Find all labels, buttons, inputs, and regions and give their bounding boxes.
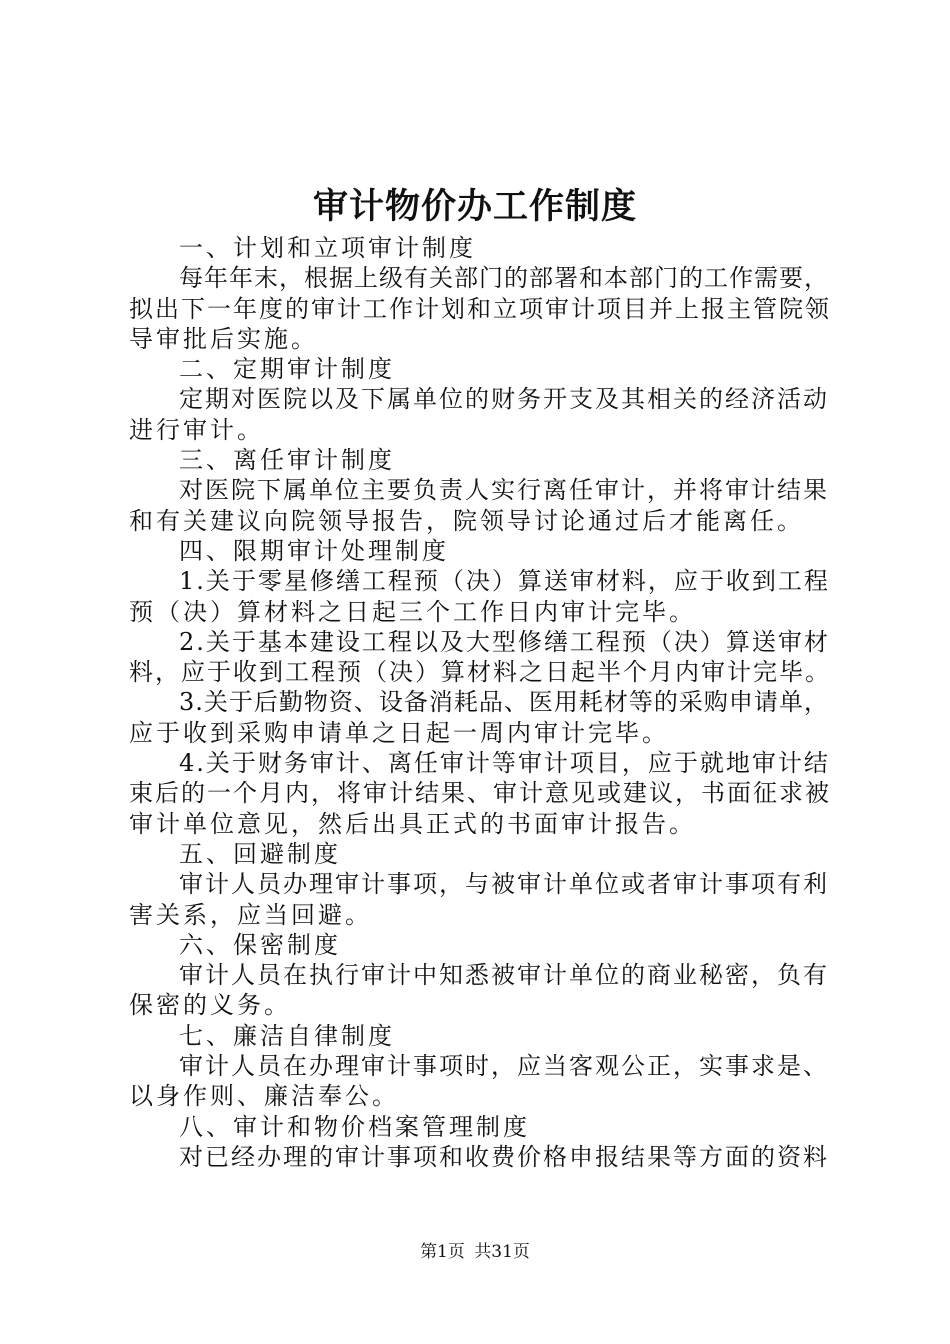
- text-line: 束后的一个月内，将审计结果、审计意见或建议，书面征求被: [129, 779, 831, 808]
- text-line: 四、限期审计处理制度: [179, 536, 449, 565]
- text-line: 八、审计和物价档案管理制度: [179, 1112, 530, 1141]
- text-line: 应于收到采购申请单之日起一周内审计完毕。: [129, 718, 669, 747]
- document-title: 审计物价办工作制度: [312, 186, 637, 227]
- text-line: 五、回避制度: [179, 839, 341, 868]
- text-line: 对已经办理的审计事项和收费价格申报结果等方面的资料: [179, 1142, 829, 1171]
- page-number: 第1页: [420, 1242, 465, 1262]
- document-body: [129, 233, 834, 1172]
- text-line: 导审批后实施。: [129, 324, 318, 353]
- text-line: 以身作则、廉洁奉公。: [129, 1082, 399, 1111]
- page-footer: [0, 1240, 950, 1264]
- page-total: 共31页: [474, 1242, 530, 1262]
- text-line: 进行审计。: [129, 415, 264, 444]
- text-line: 4.关于财务审计、离任审计等审计项目，应于就地审计结: [179, 749, 830, 778]
- text-line: 1.关于零星修缮工程预（决）算送审材料，应于收到工程: [179, 567, 830, 596]
- text-line: 定期对医院以及下属单位的财务开支及其相关的经济活动: [179, 385, 829, 414]
- text-line: 审计单位意见，然后出具正式的书面审计报告。: [129, 809, 696, 838]
- text-line: 2.关于基本建设工程以及大型修缮工程预（决）算送审材: [179, 627, 830, 656]
- text-line: 审计人员在执行审计中知悉被审计单位的商业秘密，负有: [179, 961, 829, 990]
- text-line: 害关系，应当回避。: [129, 900, 372, 929]
- text-line: 对医院下属单位主要负责人实行离任审计，并将审计结果: [179, 476, 829, 505]
- text-line: 七、廉洁自律制度: [179, 1021, 395, 1050]
- text-line: 拟出下一年度的审计工作计划和立项审计项目并上报主管院领: [129, 294, 831, 323]
- text-line: 3.关于后勤物资、设备消耗品、医用耗材等的采购申请单，: [179, 688, 829, 717]
- text-line: 每年年末，根据上级有关部门的部署和本部门的工作需要，: [179, 264, 829, 293]
- text-line: 审计人员在办理审计事项时，应当客观公正，实事求是、: [179, 1052, 829, 1081]
- text-line: 审计人员办理审计事项，与被审计单位或者审计事项有利: [179, 870, 829, 899]
- text-line: 预（决）算材料之日起三个工作日内审计完毕。: [129, 597, 696, 626]
- text-line: 六、保密制度: [179, 930, 341, 959]
- text-line: 一、计划和立项审计制度: [179, 234, 476, 262]
- text-line: 和有关建议向院领导报告，院领导讨论通过后才能离任。: [129, 506, 804, 535]
- text-line: 三、离任审计制度: [179, 446, 395, 475]
- text-line: 料，应于收到工程预（决）算材料之日起半个月内审计完毕。: [129, 658, 831, 687]
- text-line: 二、定期审计制度: [179, 355, 395, 384]
- text-line: 保密的义务。: [129, 991, 291, 1020]
